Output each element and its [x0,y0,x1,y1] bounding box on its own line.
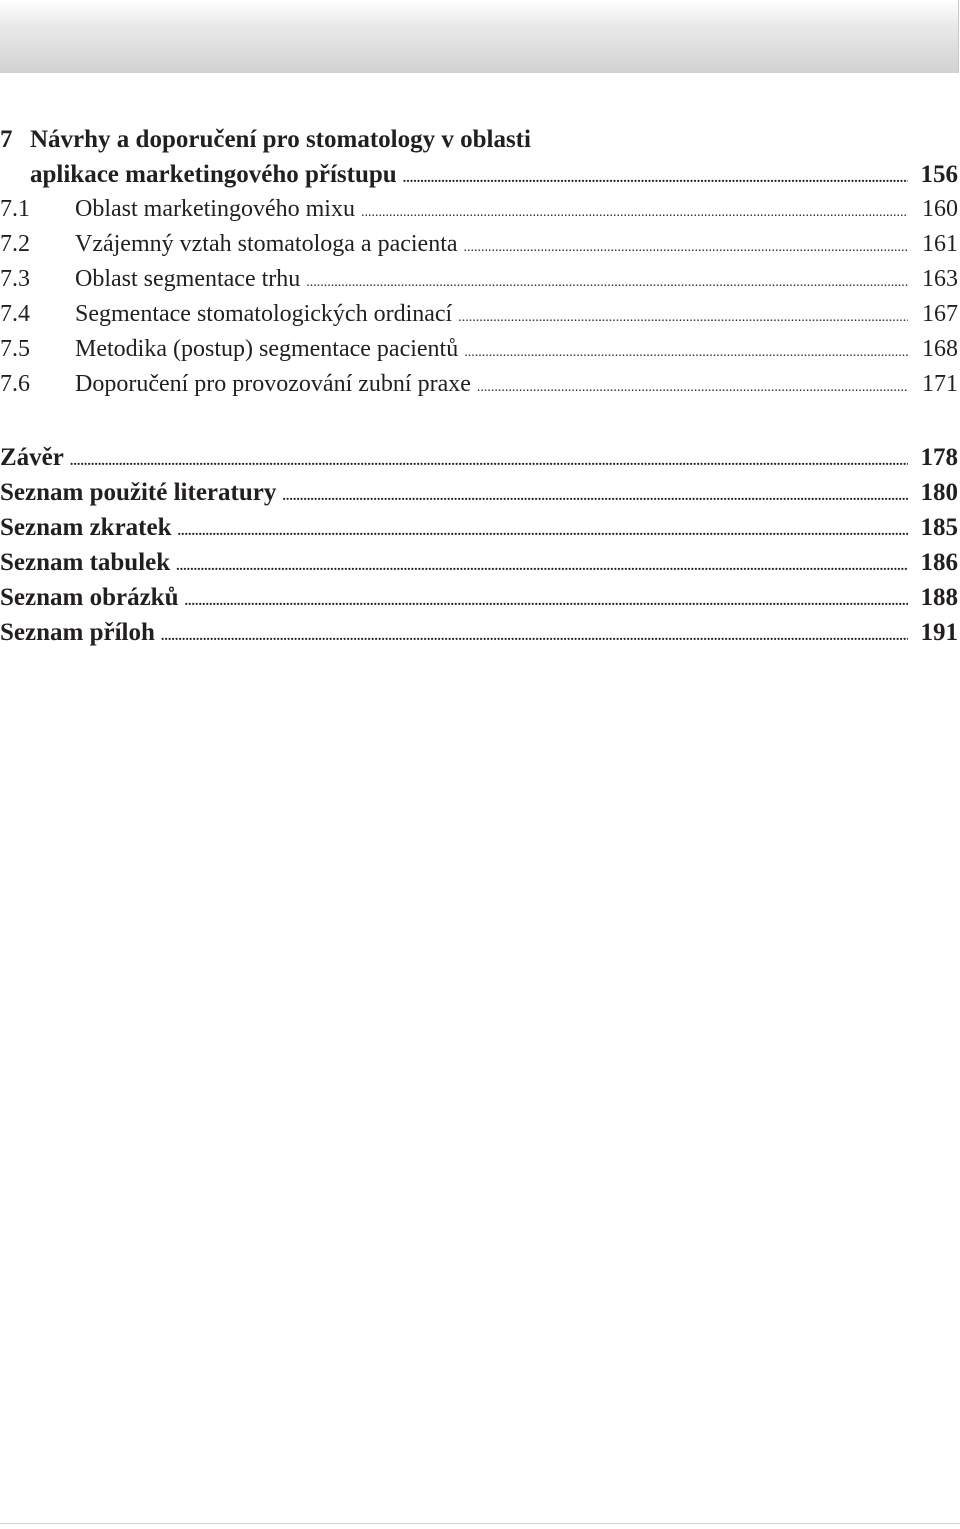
dot-leader [178,510,909,549]
toc-section-7-5[interactable] [0,332,958,367]
chapter-title-line2: aplikace marketingového přístupu [30,161,397,188]
dot-leader [403,157,908,196]
spacer [0,402,958,440]
dot-leader [184,580,908,619]
section-page-number: 160 [922,196,958,222]
section-number: 7.1 [0,196,30,222]
section-number: 7.2 [0,231,30,257]
backmatter-title: Seznam obrázků [0,584,179,611]
toc-seznam-literatury[interactable] [0,475,958,510]
toc-section-7-1[interactable] [0,192,958,227]
dot-leader [161,615,908,654]
section-title: Vzájemný vztah stomatologa a pacienta [75,231,458,257]
toc-zaver[interactable] [0,440,958,475]
dot-leader [464,332,908,370]
backmatter-title: Závěr [0,444,64,471]
dot-leader [361,192,908,230]
chapter-title-line1: Návrhy a doporučení pro stomatology v oblasti [30,126,531,153]
toc-section-7-3[interactable] [0,262,958,297]
backmatter-title: Seznam tabulek [0,549,171,576]
toc-section-7-4[interactable] [0,297,958,332]
section-number: 7.6 [0,371,30,397]
dot-leader [282,475,908,514]
toc-chapter-7-line2[interactable] [0,157,958,192]
section-title: Doporučení pro provozování zubní praxe [75,371,471,397]
dot-leader [464,227,908,265]
backmatter-page-number: 178 [920,444,958,471]
backmatter-page-number: 186 [920,549,958,576]
section-page-number: 167 [922,301,958,327]
toc-seznam-zkratek[interactable] [0,510,958,545]
table-of-contents [0,122,958,650]
dot-leader [477,367,908,405]
backmatter-title: Seznam zkratek [0,514,172,541]
backmatter-title: Seznam použité literatury [0,479,277,506]
backmatter-page-number: 188 [920,584,958,611]
toc-chapter-7-line1 [0,122,958,157]
page-header-band [0,0,959,73]
toc-seznam-obrazku[interactable] [0,580,958,615]
toc-seznam-priloh[interactable] [0,615,958,650]
backmatter-page-number: 180 [920,479,958,506]
chapter-page-number: 156 [920,161,958,188]
section-number: 7.4 [0,301,30,327]
page-bottom-rule [0,1523,960,1524]
dot-leader [176,545,908,584]
section-title: Segmentace stomatologických ordinací [75,301,453,327]
dot-leader [306,262,908,300]
toc-section-7-6[interactable] [0,367,958,402]
section-title: Oblast marketingového mixu [75,196,355,222]
section-page-number: 161 [922,231,958,257]
section-page-number: 171 [922,371,958,397]
dot-leader [70,440,908,479]
backmatter-title: Seznam příloh [0,619,155,646]
section-page-number: 168 [922,336,958,362]
backmatter-page-number: 185 [920,514,958,541]
dot-leader [458,297,908,335]
section-number: 7.3 [0,266,30,292]
section-title: Metodika (postup) segmentace pacientů [75,336,459,362]
toc-seznam-tabulek[interactable] [0,545,958,580]
backmatter-page-number: 191 [920,619,958,646]
section-page-number: 163 [922,266,958,292]
section-number: 7.5 [0,336,30,362]
section-title: Oblast segmentace trhu [75,266,301,292]
chapter-number: 7 [0,126,13,153]
toc-section-7-2[interactable] [0,227,958,262]
